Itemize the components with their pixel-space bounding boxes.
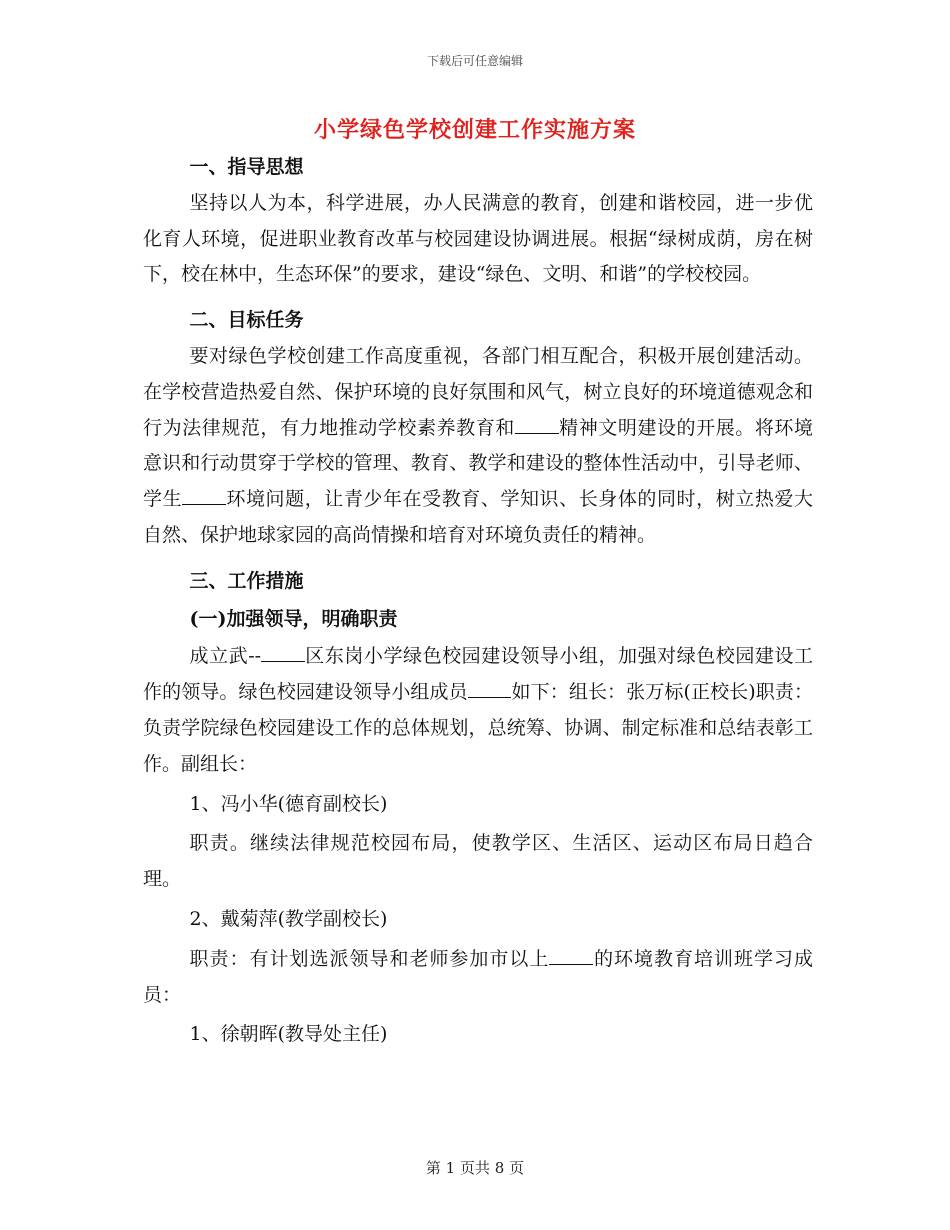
- paragraph-leadership-part-3: 如下：组长：张万标(正校长)职责：负责学院绿色校园建设工作的总体规划，总统筹、协调、制定标准和总结表彰工作。副组长：: [143, 681, 813, 775]
- paragraph-deputy-2-part-1: 职责：有计划选派领导和老师参加市以上: [189, 947, 550, 970]
- document-title: 小学绿色学校创建工作实施方案: [313, 117, 636, 143]
- paragraph-goals: [143, 339, 813, 554]
- page-number: 第 1 页共 8 页: [425, 1159, 525, 1177]
- paragraph-goals-part-2: 精神文明建设的开展。将环境意识和行动贯穿于学校的管理、教育、教学和建设的整体性活动中，引导老师、学生: [143, 416, 813, 511]
- section-heading-measures: 三、工作措施: [189, 569, 304, 592]
- fill-blank: [468, 680, 512, 698]
- paragraph-deputy-2-duty: [143, 942, 813, 1014]
- fill-blank: [261, 644, 305, 662]
- fill-blank: [182, 487, 226, 505]
- section-heading-guiding-thought: 一、指导思想: [189, 156, 304, 178]
- paragraph-deputy-2-part-2: 的环境教育培训班学习成员：: [143, 947, 813, 1006]
- paragraph-leadership: [143, 639, 813, 782]
- list-item-deputy-2: 2、戴菊萍(教学副校长): [189, 907, 388, 930]
- fill-blank: [515, 415, 559, 433]
- paragraph-goals-part-3: 环境问题，让青少年在受教育、学知识、长身体的同时，树立热爱大自然、保护地球家园的高尚情操和培育对环境负责任的精神。: [143, 488, 813, 546]
- paragraph-leadership-part-2: 区东岗小学绿色校园建设领导小组，加强对绿色校园建设工作的领导。绿色校园建设领导小组成员: [143, 645, 813, 704]
- fill-blank: [549, 947, 593, 965]
- list-item-deputy-1: 1、冯小华(德育副校长): [189, 792, 388, 815]
- paragraph-leadership-part-1: 成立武--: [189, 645, 262, 668]
- paragraph-guiding-thought: 坚持以人为本，科学进展，办人民满意的教育，创建和谐校园，进一步优化育人环境，促进职业教育改革与校园建设协调进展。根据“绿树成荫，房在树下，校在林中，生态环保”的要求，建设“绿色、文明、和谐”的学校校园。: [143, 191, 813, 286]
- paragraph-goals-part-1: 要对绿色学校创建工作高度重视，各部门相互配合，积极开展创建活动。在学校营造热爱自然、保护环境的良好氛围和风气，树立良好的环境道德观念和行为法律规范，有力地推动学校素养教育和: [143, 344, 813, 439]
- list-item-member-1: 1、徐朝晖(教导处主任): [189, 1023, 388, 1046]
- document-body: [143, 150, 813, 1053]
- subsection-heading-leadership: (一)加强领导，明确职责: [189, 607, 398, 630]
- section-heading-goals: 二、目标任务: [189, 309, 304, 332]
- spacer: [143, 554, 813, 564]
- spacer: [143, 293, 813, 303]
- header-note: 下载后可任意编辑: [426, 54, 523, 68]
- paragraph-deputy-1-duty: 职责。继续法律规范校园布局，使教学区、生活区、运动区布局日趋合理。: [143, 832, 813, 891]
